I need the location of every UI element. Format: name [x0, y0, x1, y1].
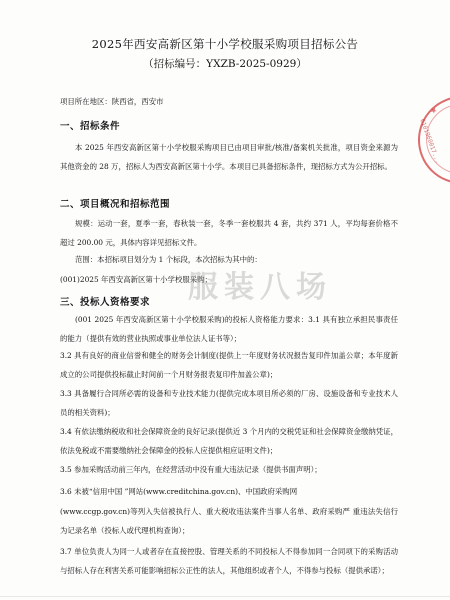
section-3-item-4: 3.4 有依法缴纳税收和社会保障资金的良好记录(提供近 3 个月内的交税凭证和社会保障资金缴纳凭证，依法免税或不需要缴纳社会保障金的投标人应提供相应证明文件)； — [60, 427, 398, 455]
section-1-body: 本 2025 年西安高新区第十小学校服采购项目已由项目审批/核准/备案机关批准，项目资金来源为其他资金的 28 万，招标人为西安高新区第十小学。本项目已具备招标条件，现招标方式为公开招标。 — [60, 143, 398, 171]
section-2-scope: 规模：运动一套，夏季一套，春秋装一套，冬季一套校服共 4 套，共约 371 人，平均每套价格不超过 200.00 元，具体内容详见招标文件。 — [60, 219, 398, 247]
project-location: 项目所在地区：陕西省，西安市 — [60, 97, 164, 106]
watermark: 服装八场 — [188, 270, 332, 305]
section-3-item-7: 3.7 单位负责人为同一人或者存在直接控股、管理关系的不同投标人不得参加同一合同项下的采购活动 与招标人存在利害关系可能影响招标公正性的法人，其他组织或者个人，不得参与投标（提供承诺）； — [60, 547, 398, 575]
section-3-item-2: 3.2 具有良好的商业信誉和健全的财务会计制度(提供上一年度财务状况报告复印件加盖公章；本年度新成立的公司提供投标截止时间前一个月财务报表复印件加盖公章)； — [60, 351, 398, 379]
section-3-item-3: 3.3 具备履行合同所必需的设备和专业技术能力(提供完成本项目所必须的厂房、设施设备和专业技术人员的相关资料)； — [60, 389, 398, 417]
document-title: 2025年西安高新区第十小学校服采购项目招标公告 — [91, 37, 359, 51]
section-3-heading: 三、投标人资格要求 — [60, 297, 151, 308]
section-2-lots: 范围：本招标项目划分为 1 个标段，本次招标为其中的： — [75, 255, 262, 264]
section-3-item-6b: (www.ccgp.gov.cn)等列入失信被执行人、重大税收违法案件当事人名单、政府采购严 重违法失信行为记录名单（投标人或代理机构查询）； — [60, 507, 398, 535]
tender-code: （招标编号：YXZB-2025-0929） — [143, 58, 307, 70]
seal-digits: 6101960017... — [418, 118, 442, 165]
section-3-item-6a: 3.6 未被“信用中国 ”网站(www.creditchina.gov.cn)、中国政府采购网 — [60, 487, 298, 496]
page-edge — [0, 596, 450, 597]
section-2-lot-1: (001)2025 年西安高新区第十小学校服采购； — [60, 275, 212, 284]
section-2-heading: 二、项目概况和招标范围 — [60, 199, 171, 210]
section-1-heading: 一、招标条件 — [60, 121, 121, 132]
section-3-item-1: (001 2025 年西安高新区第十小学校服采购)的投标人资格能力要求：3.1 具有独立承担民事责任的能力（提供有效的营业执照或事业单位法人证书等）； — [60, 315, 398, 343]
seal-star-icon: ★ — [428, 104, 439, 117]
section-3-item-5: 3.5 参加采购活动前三年内，在经营活动中没有重大违法记录（提供书面声明）； — [60, 465, 322, 474]
